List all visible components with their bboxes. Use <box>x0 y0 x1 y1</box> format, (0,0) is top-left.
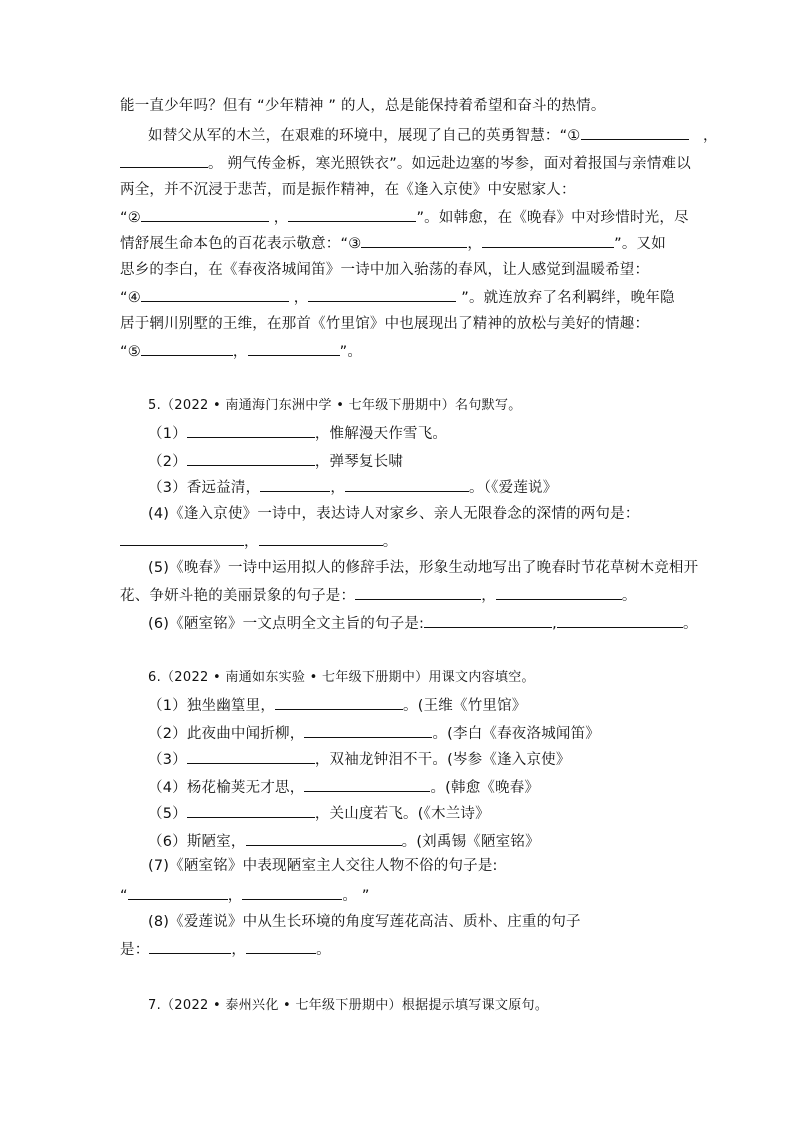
q6-heading <box>148 668 535 688</box>
blank-2a[interactable] <box>141 206 269 222</box>
text: (7)《陋室铭》中表现陋室主人交往人物不俗的句子是: <box>148 858 498 874</box>
q5-item-4-blanks <box>120 530 397 552</box>
text: ， <box>481 588 496 604</box>
blank-5a[interactable] <box>141 340 233 356</box>
q5-heading <box>148 396 522 416</box>
q6-item-8 <box>148 912 581 932</box>
intro-line-10 <box>120 340 362 362</box>
text: (5)《晚春》一诗中运用拟人的修辞手法，形象生动地写出了晚春时节花草树木竞相开 <box>148 560 699 576</box>
intro-line-3 <box>120 152 691 174</box>
text: （6）斯陋室， <box>148 834 246 850</box>
blank[interactable] <box>246 938 316 954</box>
blank-1a[interactable] <box>581 124 689 140</box>
text: ， <box>227 888 243 904</box>
q6-item-8-blanks <box>120 938 331 960</box>
blank-4a[interactable] <box>141 286 289 302</box>
text: ， <box>293 290 309 306</box>
text: (6)《陋室铭》一文点明全文主旨的句子是: <box>148 616 425 632</box>
blank[interactable] <box>187 422 315 438</box>
text: （4）杨花榆荚无才思， <box>148 780 305 796</box>
text: 6.（2022 • 南通如东实验 • 七年级下册期中）用课文内容填空。 <box>148 670 535 685</box>
blank-2b[interactable] <box>288 206 416 222</box>
blank[interactable] <box>345 476 469 492</box>
text: ”。又如 <box>614 236 666 252</box>
intro-line-9 <box>120 314 649 334</box>
text: 5.（2022 • 南通海门东洲中学 • 七年级下册期中）名句默写。 <box>148 398 522 413</box>
q6-item-5 <box>148 802 490 824</box>
blank[interactable] <box>128 884 228 900</box>
text: 能一直少年吗？但有 “少年精神 ” 的人，总是能保持着希望和奋斗的热情。 <box>120 98 606 114</box>
q6-item-2 <box>148 722 600 744</box>
q5-item-6 <box>148 612 698 634</box>
q5-item-5 <box>148 558 698 578</box>
text: 。 <box>316 942 331 958</box>
text: 居于辋川别墅的王维，在那首《竹里馆》中也展现出了精神的放松与美好的情趣： <box>120 316 650 332</box>
q6-item-4 <box>148 776 539 798</box>
intro-line-6 <box>120 232 666 254</box>
text: 。（《爱莲说》 <box>469 480 558 496</box>
text: ， <box>702 128 718 144</box>
text: ，惟解漫天作雪飞。 <box>314 426 448 442</box>
blank[interactable] <box>304 722 432 738</box>
blank[interactable] <box>260 476 330 492</box>
text: ， <box>232 344 248 360</box>
q6-item-7 <box>148 856 498 876</box>
blank[interactable] <box>246 830 402 846</box>
text: 7.（2022 • 泰州兴化 • 七年级下册期中）根据提示填写课文原句。 <box>148 998 549 1013</box>
text: (8)《爱莲说》中从生长环境的角度写莲花高洁、质朴、庄重的句子 <box>148 914 581 930</box>
blank[interactable] <box>557 612 683 628</box>
intro-line-4 <box>120 180 576 200</box>
intro-line-1 <box>120 96 606 116</box>
text: （2）此夜曲中闻折柳， <box>148 726 305 742</box>
blank[interactable] <box>259 530 383 546</box>
q5-item-1 <box>148 422 447 444</box>
q5-item-3 <box>148 476 557 498</box>
text: 思乡的李白，在《春夜洛城闻笛》一诗中加入骀荡的春风，让人感觉到温暖希望： <box>120 262 650 278</box>
blank-3b[interactable] <box>482 232 614 248</box>
text: ”。 <box>339 344 363 360</box>
text: 。 朔气传金柝，寒光照铁衣”。如远赴边塞的岑参，面对着报国与亲情难以 <box>208 156 691 172</box>
text: 。(李白《春夜洛城闻笛》 <box>432 726 600 742</box>
text: ”。如韩愈，在《晚春》中对珍惜时光，尽 <box>416 210 689 226</box>
text: （5） <box>148 806 187 822</box>
text: 是： <box>120 942 150 958</box>
intro-line-2 <box>148 124 718 146</box>
text: 。 <box>382 534 398 550</box>
q5-item-5-blanks <box>120 584 637 606</box>
text: “⑤ <box>120 344 141 360</box>
text: （1） <box>148 426 187 442</box>
blank-4b[interactable] <box>308 286 456 302</box>
blank[interactable] <box>242 884 342 900</box>
text: （2） <box>148 454 187 470</box>
blank-5b[interactable] <box>248 340 340 356</box>
blank[interactable] <box>496 584 622 600</box>
text: ”。就连放弃了名利羁绊，晚年隐 <box>456 290 675 306</box>
text: “ <box>120 888 128 904</box>
intro-line-7 <box>120 260 649 280</box>
intro-line-8 <box>120 286 675 308</box>
text: 。 ” <box>342 888 370 904</box>
text: ，双袖龙钟泪不干。(岑参《逢入京使》 <box>314 752 571 768</box>
text: 。 <box>621 588 637 604</box>
text: ，弹琴复长啸 <box>314 454 404 470</box>
q6-item-1 <box>148 694 527 716</box>
blank[interactable] <box>149 938 231 954</box>
q5-item-4 <box>148 504 640 524</box>
text: （3）香远益清， <box>148 480 261 496</box>
text: “② <box>120 210 141 226</box>
blank-3a[interactable] <box>361 232 467 248</box>
blank-1b[interactable] <box>120 152 208 168</box>
blank[interactable] <box>424 612 552 628</box>
q5-item-2 <box>148 450 403 472</box>
text: “④ <box>120 290 141 306</box>
q6-item-7-blanks <box>120 884 370 906</box>
blank[interactable] <box>304 776 430 792</box>
text: 。 <box>682 616 698 632</box>
text: ，关山度若飞。(《木兰诗》 <box>314 806 490 822</box>
text: （1）独坐幽篁里， <box>148 698 276 714</box>
blank[interactable] <box>187 748 315 764</box>
intro-line-5 <box>120 206 689 228</box>
blank[interactable] <box>120 530 244 546</box>
text: (4)《逢入京使》一诗中，表达诗人对家乡、亲人无限眷念的深情的两句是： <box>148 506 640 522</box>
text: ， <box>467 236 483 252</box>
text: 情舒展生命本色的百花表示敬意：“③ <box>120 236 362 252</box>
text: ， <box>330 480 346 496</box>
blank[interactable] <box>275 694 403 710</box>
q6-item-3 <box>148 748 571 770</box>
q7-heading <box>148 996 548 1016</box>
blank[interactable] <box>355 584 481 600</box>
text: 花、争妍斗艳的美丽景象的句子是： <box>120 588 356 604</box>
text: ， <box>231 942 247 958</box>
text: 两全，并不沉浸于悲苦，而是振作精神，在《逢入京使》中安慰家人： <box>120 182 576 198</box>
blank[interactable] <box>187 802 315 818</box>
text: （3） <box>148 752 187 768</box>
text: ， <box>273 210 289 226</box>
text: 。(刘禹锡《陋室铭》 <box>401 834 540 850</box>
text: , <box>552 616 557 632</box>
blank[interactable] <box>187 450 315 466</box>
text: 。(王维《竹里馆》 <box>403 698 527 714</box>
text: 。(韩愈《晚春》 <box>430 780 540 796</box>
q6-item-6 <box>148 830 540 852</box>
text: 如替父从军的木兰，在艰难的环境中，展现了自己的英勇智慧：“① <box>148 128 581 144</box>
text: ， <box>244 534 259 550</box>
